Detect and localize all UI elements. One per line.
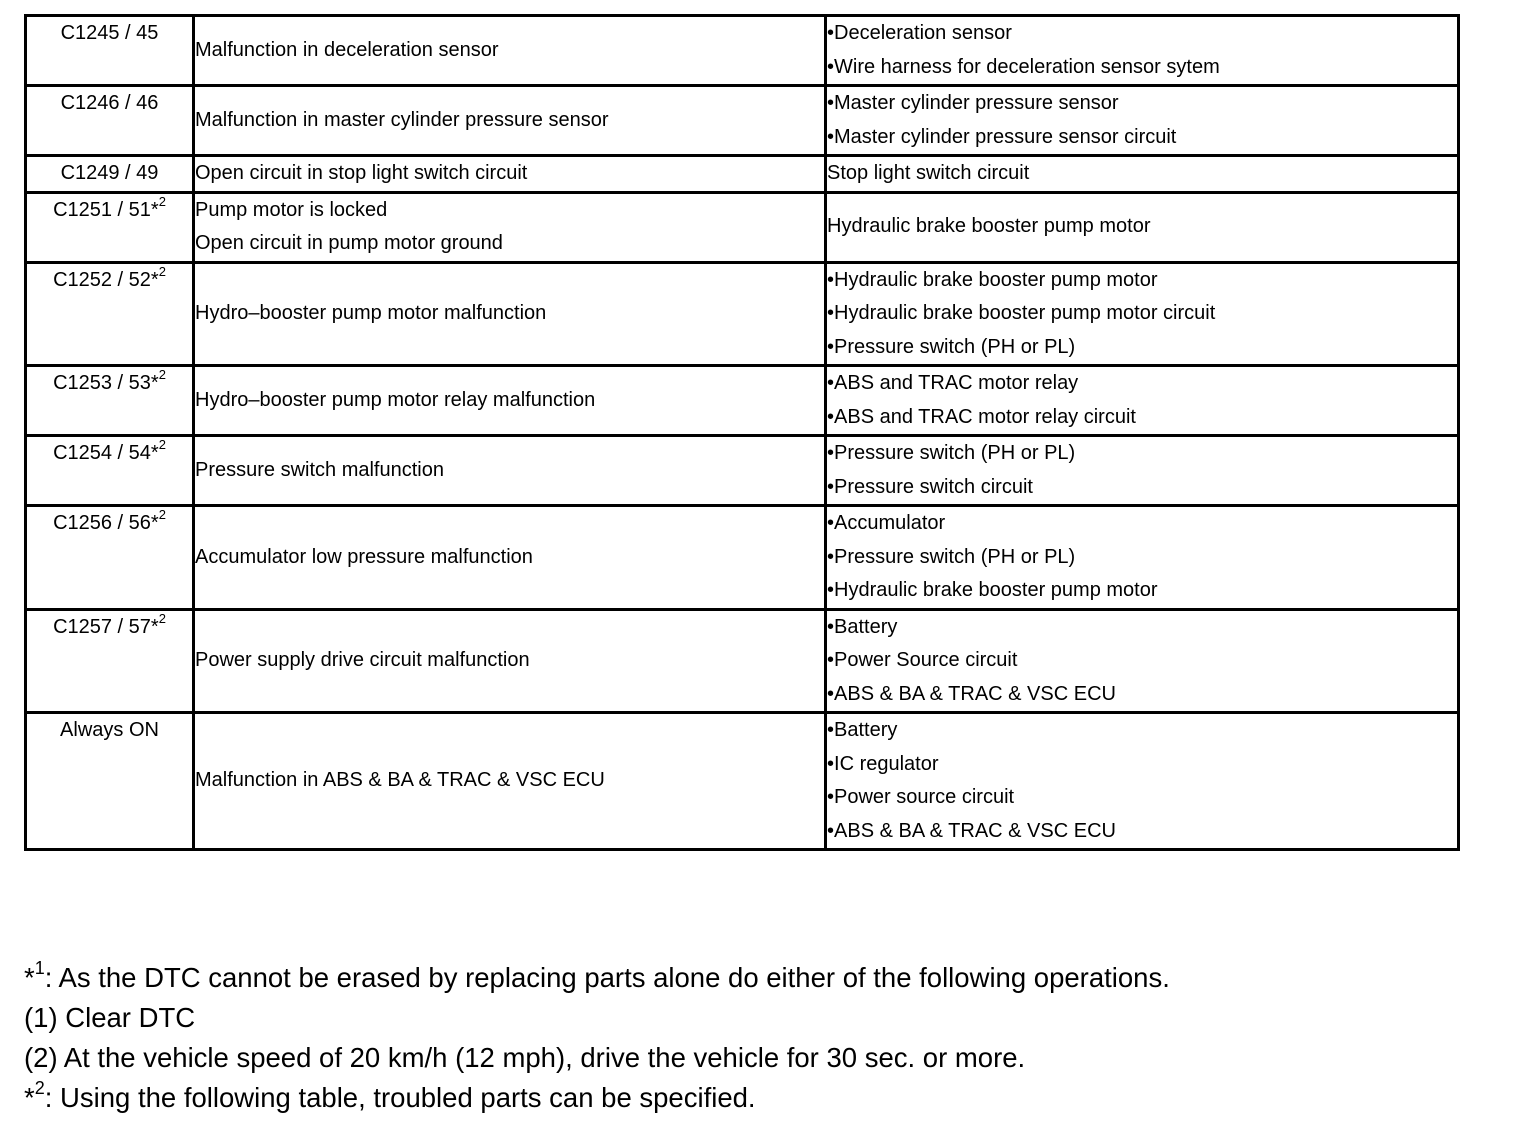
trouble-area-text: Accumulator — [834, 512, 946, 534]
trouble-area-item — [827, 331, 1457, 365]
trouble-area-cell — [826, 366, 1459, 436]
dtc-footnote-ref: 2 — [158, 437, 166, 453]
dtc-code-cell — [26, 366, 194, 436]
dtc-code-cell — [26, 16, 194, 86]
table-row — [26, 16, 1459, 86]
dtc-footnote-ref: 2 — [158, 610, 166, 626]
dtc-code: C1251 / 51* — [53, 198, 159, 221]
malfunction-cell — [194, 86, 826, 156]
trouble-area-text: Battery — [834, 719, 898, 741]
dtc-footnote-ref: 2 — [158, 193, 166, 209]
dtc-code-cell — [26, 609, 194, 713]
trouble-area-text: Master cylinder pressure sensor circuit — [834, 125, 1177, 148]
bullet-icon: • — [827, 579, 835, 601]
trouble-area-item — [827, 367, 1457, 401]
malfunction-text: Hydro–booster pump motor relay malfunction — [195, 388, 596, 411]
table-row — [26, 713, 1459, 850]
malfunction-cell — [194, 16, 826, 86]
trouble-area-item — [827, 678, 1457, 712]
trouble-area-text: Pressure switch (PH or PL) — [834, 442, 1076, 464]
trouble-area-cell — [826, 156, 1459, 193]
trouble-area-item — [827, 157, 1457, 191]
trouble-area-item — [827, 437, 1457, 471]
bullet-icon: • — [827, 545, 835, 568]
trouble-area-text: Hydraulic brake booster pump motor — [827, 215, 1151, 238]
malfunction-text: Malfunction in ABS & BA & TRAC & VSC ECU — [195, 769, 605, 792]
footnotes — [24, 958, 1474, 1118]
bullet-icon: • — [827, 268, 835, 291]
dtc-footnote-ref: 2 — [158, 367, 166, 383]
trouble-area-cell — [826, 16, 1459, 86]
footnote-1-text: : As the DTC cannot be erased by replacing parts alone do either of the following operations. — [44, 962, 1170, 993]
trouble-area-text: Power Source circuit — [834, 649, 1018, 671]
malfunction-text: Malfunction in deceleration sensor — [195, 38, 499, 61]
trouble-area-text: Battery — [834, 615, 898, 638]
footnote-1-mark: * — [24, 962, 35, 993]
trouble-area-cell — [826, 436, 1459, 506]
table-row — [26, 506, 1459, 610]
table-row — [26, 86, 1459, 156]
trouble-area-item — [827, 611, 1457, 645]
malfunction-cell — [194, 713, 826, 850]
malfunction-text: Power supply drive circuit malfunction — [195, 649, 530, 671]
trouble-area-item — [827, 507, 1457, 541]
dtc-code: C1245 / 45 — [60, 22, 159, 44]
trouble-area-text: ABS and TRAC motor relay — [834, 372, 1079, 394]
trouble-area-item — [827, 471, 1457, 505]
trouble-area-item — [827, 401, 1457, 435]
dtc-code-cell — [26, 262, 194, 366]
malfunction-text: Malfunction in master cylinder pressure sensor — [195, 108, 609, 131]
bullet-icon: • — [827, 615, 835, 638]
dtc-footnote-ref: 2 — [158, 263, 166, 279]
table-row — [26, 192, 1459, 262]
footnote-step-2: (2) At the vehicle speed of 20 km/h (12 mph), drive the vehicle for 30 sec. or more. — [24, 1042, 1026, 1073]
footnote-step-1: (1) Clear DTC — [24, 1002, 196, 1033]
trouble-area-text: ABS and TRAC motor relay circuit — [834, 405, 1136, 428]
bullet-icon: • — [827, 372, 835, 394]
trouble-area-cell — [826, 609, 1459, 713]
table-row — [26, 609, 1459, 713]
trouble-area-item — [827, 87, 1457, 121]
bullet-icon: • — [827, 475, 835, 498]
dtc-code: C1252 / 52* — [53, 268, 159, 291]
malfunction-text: Open circuit in pump motor ground — [195, 232, 503, 254]
trouble-area-item — [827, 51, 1457, 85]
trouble-area-text: Power source circuit — [834, 786, 1015, 808]
dtc-code: C1256 / 56* — [53, 512, 159, 534]
malfunction-text: Pump motor is locked — [195, 198, 388, 221]
trouble-area-text: Master cylinder pressure sensor — [834, 92, 1119, 114]
trouble-area-text: Hydraulic brake booster pump motor — [834, 268, 1158, 291]
bullet-icon: • — [827, 92, 835, 114]
bullet-icon: • — [827, 405, 835, 428]
trouble-area-cell — [826, 713, 1459, 850]
dtc-code-cell — [26, 506, 194, 610]
trouble-area-text: Wire harness for deceleration sensor sytem — [834, 55, 1220, 78]
malfunction-cell — [194, 366, 826, 436]
dtc-code: Always ON — [60, 719, 159, 741]
malfunction-cell — [194, 156, 826, 193]
footnote-2 — [24, 1078, 1474, 1118]
bullet-icon: • — [827, 442, 835, 464]
trouble-area-item — [827, 17, 1457, 51]
trouble-area-item — [827, 714, 1457, 748]
trouble-area-cell — [826, 192, 1459, 262]
bullet-icon: • — [827, 125, 835, 148]
dtc-code: C1246 / 46 — [60, 92, 159, 114]
trouble-area-item — [827, 264, 1457, 298]
dtc-code: C1254 / 54* — [53, 442, 159, 464]
dtc-footnote-ref: 2 — [158, 507, 166, 523]
malfunction-cell — [194, 609, 826, 713]
dtc-code: C1249 / 49 — [60, 162, 159, 184]
malfunction-text: Accumulator low pressure malfunction — [195, 545, 533, 568]
malfunction-cell — [194, 436, 826, 506]
malfunction-cell — [194, 262, 826, 366]
table-row — [26, 366, 1459, 436]
table-row — [26, 436, 1459, 506]
trouble-area-text: Deceleration sensor — [834, 22, 1012, 44]
trouble-area-item — [827, 541, 1457, 575]
bullet-icon: • — [827, 302, 835, 324]
footnote-2-number: 2 — [34, 1077, 45, 1098]
bullet-icon: • — [827, 512, 835, 534]
trouble-area-text: Pressure switch (PH or PL) — [834, 335, 1076, 358]
trouble-area-item — [827, 121, 1457, 155]
bullet-icon: • — [827, 55, 835, 78]
dtc-code-cell — [26, 192, 194, 262]
footnote-2-text: : Using the following table, troubled parts can be specified. — [44, 1082, 756, 1113]
dtc-code-cell — [26, 713, 194, 850]
bullet-icon: • — [827, 682, 835, 705]
dtc-table — [24, 14, 1460, 851]
malfunction-cell — [194, 506, 826, 610]
malfunction-text: Open circuit in stop light switch circuit — [195, 162, 528, 184]
trouble-area-item — [827, 210, 1457, 244]
trouble-area-text: Pressure switch (PH or PL) — [834, 545, 1076, 568]
dtc-code-cell — [26, 86, 194, 156]
bullet-icon: • — [827, 335, 835, 358]
trouble-area-item — [827, 748, 1457, 782]
trouble-area-item — [827, 574, 1457, 608]
trouble-area-item — [827, 644, 1457, 678]
trouble-area-item — [827, 815, 1457, 849]
trouble-area-item — [827, 781, 1457, 815]
table-row — [26, 262, 1459, 366]
footnote-1 — [24, 958, 1474, 998]
trouble-area-text: Stop light switch circuit — [827, 162, 1030, 184]
trouble-area-item — [827, 297, 1457, 331]
bullet-icon: • — [827, 649, 835, 671]
malfunction-text: Pressure switch malfunction — [195, 458, 444, 481]
footnote-2-mark: * — [24, 1082, 35, 1113]
bullet-icon: • — [827, 786, 835, 808]
trouble-area-text: Pressure switch circuit — [834, 475, 1033, 498]
dtc-code: C1257 / 57* — [53, 615, 159, 638]
dtc-code: C1253 / 53* — [53, 372, 159, 394]
dtc-code-cell — [26, 156, 194, 193]
malfunction-text: Hydro–booster pump motor malfunction — [195, 302, 547, 324]
footnote-1-number: 1 — [34, 957, 45, 978]
bullet-icon: • — [827, 819, 835, 842]
trouble-area-cell — [826, 86, 1459, 156]
trouble-area-text: ABS & BA & TRAC & VSC ECU — [834, 682, 1116, 705]
bullet-icon: • — [827, 22, 835, 44]
table-row — [26, 156, 1459, 193]
trouble-area-text: Hydraulic brake booster pump motor circuit — [834, 302, 1216, 324]
trouble-area-text: Hydraulic brake booster pump motor — [834, 579, 1158, 601]
trouble-area-cell — [826, 262, 1459, 366]
bullet-icon: • — [827, 719, 835, 741]
malfunction-cell — [194, 192, 826, 262]
trouble-area-cell — [826, 506, 1459, 610]
trouble-area-text: IC regulator — [834, 752, 939, 775]
trouble-area-text: ABS & BA & TRAC & VSC ECU — [834, 819, 1116, 842]
bullet-icon: • — [827, 752, 835, 775]
dtc-code-cell — [26, 436, 194, 506]
dtc-table-body — [26, 16, 1459, 850]
